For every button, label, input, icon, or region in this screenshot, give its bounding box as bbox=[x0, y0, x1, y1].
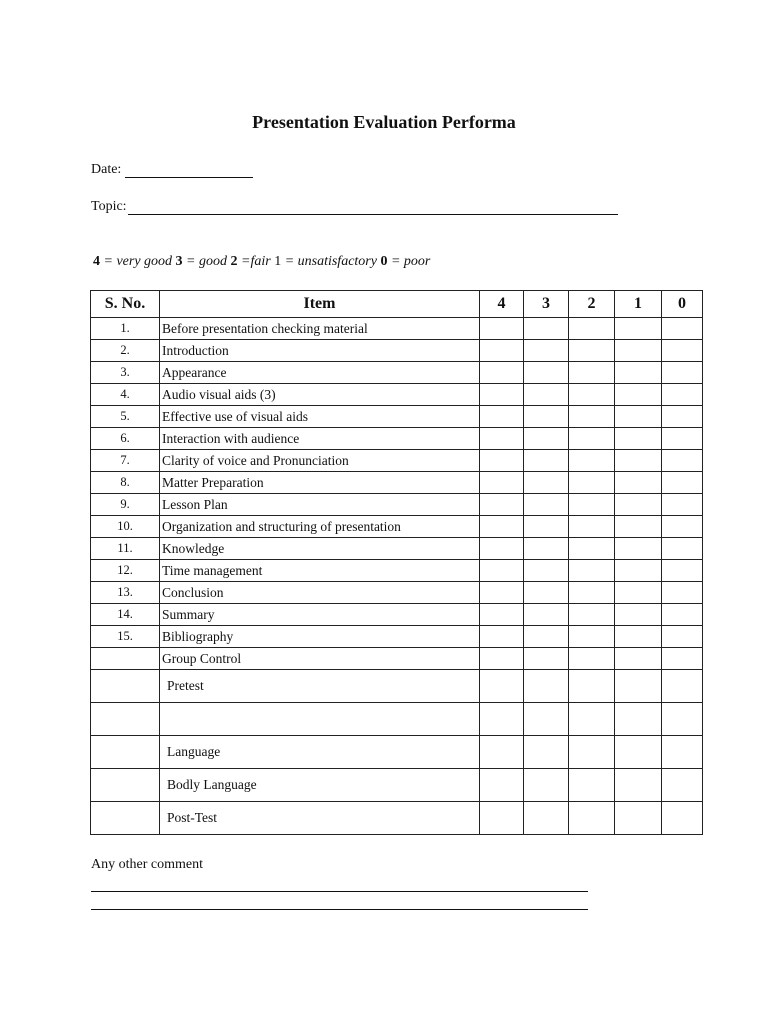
row-item: Knowledge bbox=[160, 538, 480, 560]
row-item: Bodly Language bbox=[160, 769, 480, 802]
row-sno: 7. bbox=[91, 450, 160, 472]
score-cell-1[interactable] bbox=[615, 450, 662, 472]
score-cell-3[interactable] bbox=[524, 406, 569, 428]
score-cell-2[interactable] bbox=[569, 494, 615, 516]
score-cell-2[interactable] bbox=[569, 340, 615, 362]
table-row bbox=[91, 340, 703, 362]
score-cell-1[interactable] bbox=[615, 769, 662, 802]
score-cell-1[interactable] bbox=[615, 648, 662, 670]
score-cell-0[interactable] bbox=[662, 703, 703, 736]
header-score-3: 3 bbox=[524, 291, 569, 318]
legend-meaning: = unsatisfactory bbox=[281, 254, 381, 269]
score-cell-4[interactable] bbox=[480, 494, 524, 516]
row-item: Matter Preparation bbox=[160, 472, 480, 494]
score-cell-4[interactable] bbox=[480, 318, 524, 340]
row-item: Language bbox=[160, 736, 480, 769]
score-cell-3[interactable] bbox=[524, 736, 569, 769]
header-sno: S. No. bbox=[91, 291, 160, 318]
row-sno bbox=[91, 670, 160, 703]
table-row bbox=[91, 538, 703, 560]
score-cell-0[interactable] bbox=[662, 472, 703, 494]
score-cell-3[interactable] bbox=[524, 340, 569, 362]
score-cell-2[interactable] bbox=[569, 560, 615, 582]
evaluation-table bbox=[90, 290, 703, 835]
topic-blank-line[interactable] bbox=[128, 200, 618, 215]
score-cell-2[interactable] bbox=[569, 516, 615, 538]
row-item bbox=[160, 703, 480, 736]
score-cell-1[interactable] bbox=[615, 406, 662, 428]
score-cell-3[interactable] bbox=[524, 516, 569, 538]
score-cell-3[interactable] bbox=[524, 604, 569, 626]
row-sno: 11. bbox=[91, 538, 160, 560]
table-row bbox=[91, 428, 703, 450]
score-cell-0[interactable] bbox=[662, 802, 703, 835]
rating-legend bbox=[93, 254, 430, 270]
score-cell-0[interactable] bbox=[662, 648, 703, 670]
score-cell-3[interactable] bbox=[524, 538, 569, 560]
score-cell-3[interactable] bbox=[524, 582, 569, 604]
row-item: Effective use of visual aids bbox=[160, 406, 480, 428]
table-row bbox=[91, 626, 703, 648]
table-row bbox=[91, 648, 703, 670]
score-cell-2[interactable] bbox=[569, 648, 615, 670]
score-cell-3[interactable] bbox=[524, 648, 569, 670]
score-cell-0[interactable] bbox=[662, 560, 703, 582]
header-score-2: 2 bbox=[569, 291, 615, 318]
score-cell-1[interactable] bbox=[615, 472, 662, 494]
table-row bbox=[91, 472, 703, 494]
score-cell-4[interactable] bbox=[480, 736, 524, 769]
legend-meaning: = poor bbox=[387, 254, 431, 269]
row-sno bbox=[91, 802, 160, 835]
score-cell-3[interactable] bbox=[524, 494, 569, 516]
score-cell-2[interactable] bbox=[569, 450, 615, 472]
row-sno: 9. bbox=[91, 494, 160, 516]
score-cell-4[interactable] bbox=[480, 626, 524, 648]
score-cell-2[interactable] bbox=[569, 604, 615, 626]
score-cell-4[interactable] bbox=[480, 384, 524, 406]
row-item: Organization and structuring of presentation bbox=[160, 516, 480, 538]
score-cell-0[interactable] bbox=[662, 670, 703, 703]
header-score-1: 1 bbox=[615, 291, 662, 318]
row-item: Interaction with audience bbox=[160, 428, 480, 450]
score-cell-1[interactable] bbox=[615, 494, 662, 516]
score-cell-4[interactable] bbox=[480, 802, 524, 835]
score-cell-4[interactable] bbox=[480, 769, 524, 802]
table-row bbox=[91, 318, 703, 340]
score-cell-0[interactable] bbox=[662, 450, 703, 472]
score-cell-2[interactable] bbox=[569, 384, 615, 406]
score-cell-2[interactable] bbox=[569, 362, 615, 384]
score-cell-1[interactable] bbox=[615, 604, 662, 626]
row-sno: 10. bbox=[91, 516, 160, 538]
score-cell-0[interactable] bbox=[662, 318, 703, 340]
score-cell-0[interactable] bbox=[662, 406, 703, 428]
row-sno: 2. bbox=[91, 340, 160, 362]
score-cell-1[interactable] bbox=[615, 802, 662, 835]
legend-score: 0 bbox=[380, 254, 388, 269]
score-cell-3[interactable] bbox=[524, 670, 569, 703]
table-row bbox=[91, 736, 703, 769]
score-cell-2[interactable] bbox=[569, 736, 615, 769]
row-item: Bibliography bbox=[160, 626, 480, 648]
score-cell-3[interactable] bbox=[524, 362, 569, 384]
table-row bbox=[91, 560, 703, 582]
score-cell-2[interactable] bbox=[569, 670, 615, 703]
score-cell-0[interactable] bbox=[662, 769, 703, 802]
legend-meaning: =fair bbox=[237, 254, 275, 269]
comment-line-2[interactable] bbox=[91, 909, 588, 910]
row-sno: 5. bbox=[91, 406, 160, 428]
score-cell-2[interactable] bbox=[569, 472, 615, 494]
table-row bbox=[91, 670, 703, 703]
score-cell-0[interactable] bbox=[662, 384, 703, 406]
row-sno: 3. bbox=[91, 362, 160, 384]
date-field bbox=[91, 162, 253, 178]
score-cell-3[interactable] bbox=[524, 428, 569, 450]
score-cell-3[interactable] bbox=[524, 560, 569, 582]
table-row bbox=[91, 450, 703, 472]
row-sno: 8. bbox=[91, 472, 160, 494]
row-item: Introduction bbox=[160, 340, 480, 362]
legend-score: 3 bbox=[175, 254, 183, 269]
score-cell-4[interactable] bbox=[480, 450, 524, 472]
score-cell-1[interactable] bbox=[615, 560, 662, 582]
score-cell-2[interactable] bbox=[569, 406, 615, 428]
score-cell-1[interactable] bbox=[615, 538, 662, 560]
header-item: Item bbox=[160, 291, 480, 318]
table-row bbox=[91, 516, 703, 538]
row-sno bbox=[91, 736, 160, 769]
score-cell-4[interactable] bbox=[480, 428, 524, 450]
score-cell-4[interactable] bbox=[480, 703, 524, 736]
score-cell-1[interactable] bbox=[615, 340, 662, 362]
row-sno: 6. bbox=[91, 428, 160, 450]
table-row bbox=[91, 406, 703, 428]
score-cell-1[interactable] bbox=[615, 362, 662, 384]
score-cell-4[interactable] bbox=[480, 560, 524, 582]
score-cell-1[interactable] bbox=[615, 582, 662, 604]
score-cell-4[interactable] bbox=[480, 582, 524, 604]
row-item: Time management bbox=[160, 560, 480, 582]
score-cell-3[interactable] bbox=[524, 703, 569, 736]
score-cell-0[interactable] bbox=[662, 340, 703, 362]
table-row bbox=[91, 582, 703, 604]
score-cell-4[interactable] bbox=[480, 648, 524, 670]
table-row bbox=[91, 494, 703, 516]
row-sno: 4. bbox=[91, 384, 160, 406]
score-cell-0[interactable] bbox=[662, 516, 703, 538]
score-cell-3[interactable] bbox=[524, 769, 569, 802]
score-cell-1[interactable] bbox=[615, 428, 662, 450]
row-sno: 1. bbox=[91, 318, 160, 340]
score-cell-3[interactable] bbox=[524, 626, 569, 648]
row-sno bbox=[91, 703, 160, 736]
row-item: Appearance bbox=[160, 362, 480, 384]
row-sno bbox=[91, 769, 160, 802]
table-row bbox=[91, 362, 703, 384]
score-cell-4[interactable] bbox=[480, 362, 524, 384]
row-item: Lesson Plan bbox=[160, 494, 480, 516]
score-cell-1[interactable] bbox=[615, 626, 662, 648]
document-title: Presentation Evaluation Performa bbox=[252, 112, 516, 132]
score-cell-3[interactable] bbox=[524, 472, 569, 494]
row-item: Post-Test bbox=[160, 802, 480, 835]
score-cell-1[interactable] bbox=[615, 703, 662, 736]
date-label: Date: bbox=[91, 162, 122, 177]
score-cell-1[interactable] bbox=[615, 318, 662, 340]
row-sno: 15. bbox=[91, 626, 160, 648]
score-cell-0[interactable] bbox=[662, 494, 703, 516]
score-cell-0[interactable] bbox=[662, 428, 703, 450]
score-cell-2[interactable] bbox=[569, 538, 615, 560]
score-cell-3[interactable] bbox=[524, 318, 569, 340]
score-cell-4[interactable] bbox=[480, 516, 524, 538]
header-score-0: 0 bbox=[662, 291, 703, 318]
table-row bbox=[91, 802, 703, 835]
score-cell-4[interactable] bbox=[480, 604, 524, 626]
score-cell-2[interactable] bbox=[569, 428, 615, 450]
legend-score: 1 bbox=[274, 254, 282, 269]
comment-label: Any other comment bbox=[91, 857, 203, 872]
table-header-row bbox=[91, 291, 703, 318]
row-sno: 14. bbox=[91, 604, 160, 626]
score-cell-3[interactable] bbox=[524, 450, 569, 472]
score-cell-0[interactable] bbox=[662, 626, 703, 648]
legend-score: 2 bbox=[230, 254, 238, 269]
row-item: Summary bbox=[160, 604, 480, 626]
row-item: Conclusion bbox=[160, 582, 480, 604]
row-item: Clarity of voice and Pronunciation bbox=[160, 450, 480, 472]
score-cell-0[interactable] bbox=[662, 582, 703, 604]
topic-label: Topic: bbox=[91, 199, 127, 214]
row-sno: 13. bbox=[91, 582, 160, 604]
score-cell-0[interactable] bbox=[662, 604, 703, 626]
row-item: Pretest bbox=[160, 670, 480, 703]
score-cell-0[interactable] bbox=[662, 538, 703, 560]
row-sno: 12. bbox=[91, 560, 160, 582]
score-cell-4[interactable] bbox=[480, 340, 524, 362]
score-cell-2[interactable] bbox=[569, 769, 615, 802]
table-row bbox=[91, 604, 703, 626]
score-cell-0[interactable] bbox=[662, 362, 703, 384]
score-cell-3[interactable] bbox=[524, 384, 569, 406]
table-row bbox=[91, 703, 703, 736]
table-row bbox=[91, 384, 703, 406]
score-cell-2[interactable] bbox=[569, 582, 615, 604]
comment-line-1[interactable] bbox=[91, 891, 588, 892]
score-cell-0[interactable] bbox=[662, 736, 703, 769]
score-cell-4[interactable] bbox=[480, 472, 524, 494]
score-cell-4[interactable] bbox=[480, 538, 524, 560]
score-cell-1[interactable] bbox=[615, 516, 662, 538]
table-row bbox=[91, 769, 703, 802]
score-cell-2[interactable] bbox=[569, 626, 615, 648]
score-cell-2[interactable] bbox=[569, 802, 615, 835]
score-cell-1[interactable] bbox=[615, 736, 662, 769]
topic-field bbox=[91, 199, 618, 215]
score-cell-1[interactable] bbox=[615, 384, 662, 406]
legend-meaning: = very good bbox=[100, 254, 176, 269]
score-cell-2[interactable] bbox=[569, 318, 615, 340]
score-cell-2[interactable] bbox=[569, 703, 615, 736]
legend-meaning: = good bbox=[182, 254, 231, 269]
score-cell-3[interactable] bbox=[524, 802, 569, 835]
legend-score: 4 bbox=[93, 254, 100, 269]
score-cell-1[interactable] bbox=[615, 670, 662, 703]
row-item: Group Control bbox=[160, 648, 480, 670]
row-item: Before presentation checking material bbox=[160, 318, 480, 340]
score-cell-4[interactable] bbox=[480, 406, 524, 428]
date-blank-line[interactable] bbox=[125, 163, 253, 178]
row-item: Audio visual aids (3) bbox=[160, 384, 480, 406]
row-sno bbox=[91, 648, 160, 670]
header-score-4: 4 bbox=[480, 291, 524, 318]
score-cell-4[interactable] bbox=[480, 670, 524, 703]
